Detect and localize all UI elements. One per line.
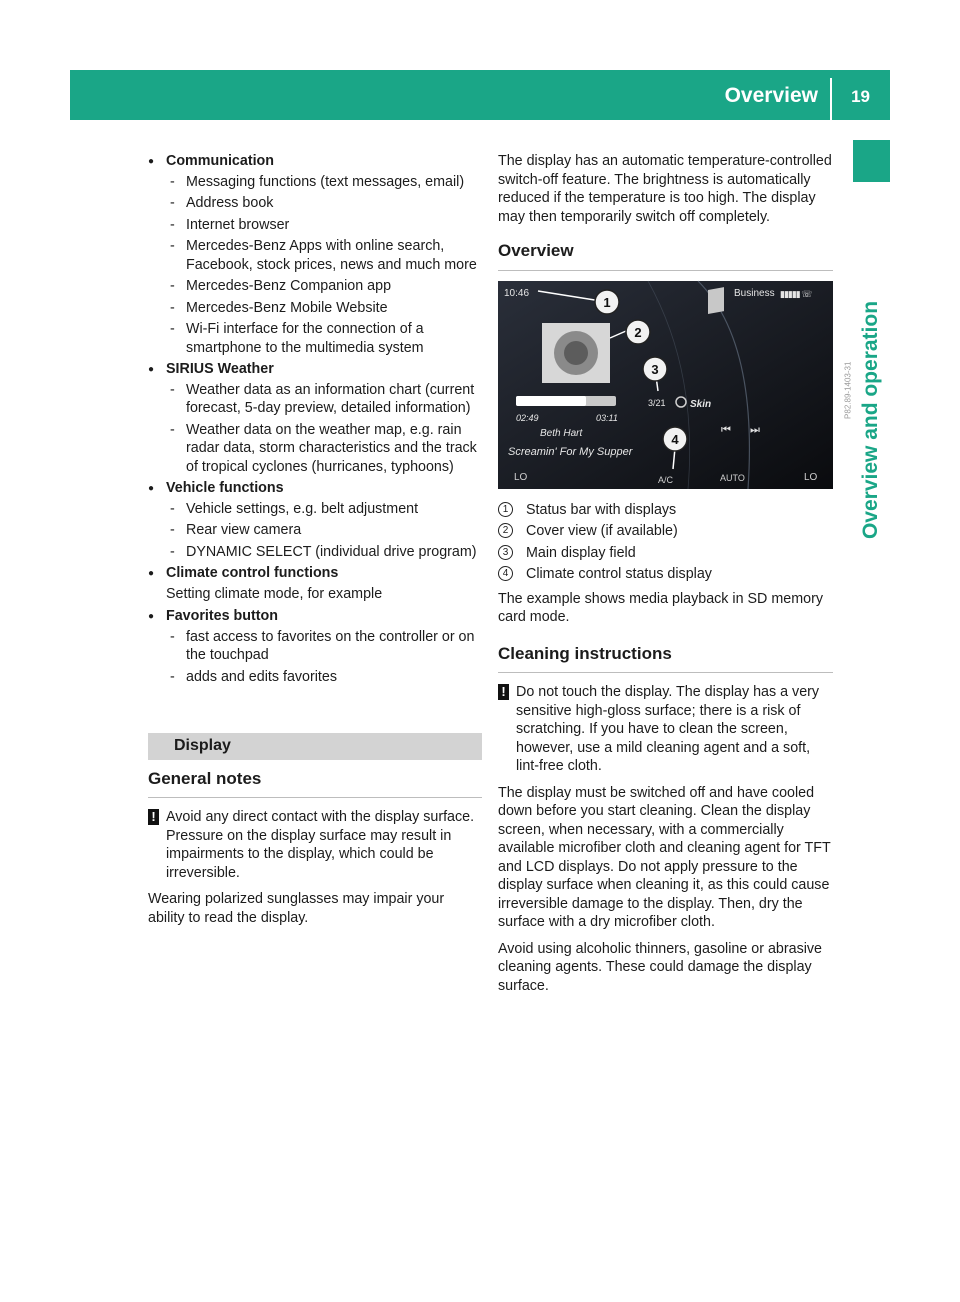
list-item: - Mercedes-Benz Apps with online search, Facebook, stock prices, news and much more — [170, 238, 477, 273]
skin-label: Skin — [690, 398, 712, 410]
artist-name: Beth Hart — [540, 427, 583, 439]
paragraph-cleaning-1: The display must be switched off and have cooled down before you start cleaning. Clean the display screen, when necessary, with a commercially available microfiber cloth and cleaning agent for TFT and LCD displays. Do not apply pressure to the display surface when cleaning it, as this could cause irreversible damage to the display. Then, dry the surface with a dry microfiber cloth. — [498, 784, 831, 930]
list-item: - DYNAMIC SELECT (individual drive program) — [170, 543, 477, 560]
warning-note: ! Avoid any direct contact with the display surface. Pressure on the display surface may result in impairments to the display, which could be irreversible. — [148, 808, 482, 882]
paragraph-cleaning-2: Avoid using alcoholic thinners, gasoline or abrasive cleaning agents. These could damage the display surface. — [498, 940, 822, 994]
svg-text:⏮: ⏮ — [721, 422, 731, 436]
page-title: Overview — [724, 84, 818, 107]
song-title: Screamin' For My Supper — [508, 445, 633, 458]
callout-item-3: 3 Main display field — [498, 544, 833, 563]
svg-text:1: 1 — [603, 294, 611, 310]
heading-cleaning: Cleaning instructions — [498, 645, 833, 674]
warning-icon: ! — [148, 809, 159, 825]
list-item: - Internet browser — [170, 216, 290, 233]
screen-time: 10:46 — [504, 287, 530, 299]
list-item: - Weather data on the weather map, e.g. rain radar data, storm characteristics and the track of tropical cyclones (hurricanes, typhoons) — [170, 421, 477, 475]
paragraph-intro: The display has an automatic temperature-controlled switch-off feature. The brightness is automatically reduced if the temperature is too high. The display may then temporarily switch off completely. — [498, 153, 832, 225]
left-column — [148, 152, 482, 935]
climate-ac: A/C — [658, 474, 674, 485]
list-item: - Mercedes-Benz Mobile Website — [170, 299, 388, 316]
signal-icon: ▮▮▮▮▮ ☏ — [780, 288, 812, 299]
svg-text:4: 4 — [671, 431, 679, 447]
svg-text:3: 3 — [651, 361, 659, 377]
list-group-sirius-weather: ● SIRIUS Weather — [148, 360, 482, 379]
chapter-tab-marker — [853, 140, 890, 182]
track-index: 3/21 — [648, 397, 666, 408]
list-item: - Mercedes-Benz Companion app — [170, 278, 392, 294]
list-item: - Vehicle settings, e.g. belt adjustment — [170, 500, 419, 517]
list-item: - fast access to favorites on the controller or on the touchpad — [170, 628, 475, 663]
climate-right-temp: LO — [804, 471, 818, 483]
climate-left-temp: LO — [514, 471, 528, 483]
page-header-bar — [70, 70, 890, 120]
total-time: 03:11 — [596, 412, 618, 423]
chapter-label: Overview and operation — [859, 300, 882, 540]
paragraph: Wearing polarized sunglasses may impair your ability to read the display. — [148, 891, 445, 926]
right-column — [498, 152, 853, 1003]
list-item: - Rear view camera — [170, 522, 302, 538]
paragraph-example: The example shows media playback in SD memory card mode. — [498, 590, 823, 625]
section-title-display: Display — [148, 733, 482, 760]
elapsed-time: 02:49 — [516, 412, 539, 423]
list-group-communication: ● Communication — [148, 152, 482, 171]
list-item: - Messaging functions (text messages, email) — [170, 173, 465, 190]
list-item: - Address book — [170, 195, 274, 211]
figure-id: P82.89-1403-31 — [843, 361, 853, 419]
list-item: - Wi-Fi interface for the connection of a smartphone to the multimedia system — [170, 321, 424, 356]
warning-icon: ! — [498, 684, 509, 700]
header-divider — [830, 78, 832, 120]
callout-item-2: 2 Cover view (if available) — [498, 522, 833, 541]
list-item: - Weather data as an information chart (current forecast, 5-day preview, detailed information) — [170, 381, 475, 416]
screen-status: Business — [734, 287, 775, 299]
display-overview-figure — [498, 281, 853, 489]
list-group-climate-control: ● Climate control functions — [148, 564, 482, 583]
climate-auto: AUTO — [720, 472, 745, 483]
cleaning-warning: ! Do not touch the display. The display has a very sensitive high-gloss surface; there is a risk of scratching. If you have to clean the screen, however, use a mild cleaning agent and a soft, lint-free cloth. — [498, 683, 833, 776]
callout-item-1: 1 Status bar with displays — [498, 501, 833, 520]
list-group-favorites-button: ● Favorites button — [148, 607, 482, 626]
callout-item-4: 4 Climate control status display — [498, 565, 833, 584]
list-text: Setting climate mode, for example — [166, 585, 383, 602]
list-item: - adds and edits favorites — [170, 668, 338, 685]
page-number: 19 — [851, 87, 870, 106]
list-group-vehicle-functions: ● Vehicle functions — [148, 479, 482, 498]
svg-text:⏭: ⏭ — [750, 422, 760, 436]
subheading-general-notes: General notes — [148, 770, 482, 799]
heading-overview: Overview — [498, 242, 833, 271]
svg-text:2: 2 — [634, 324, 642, 340]
